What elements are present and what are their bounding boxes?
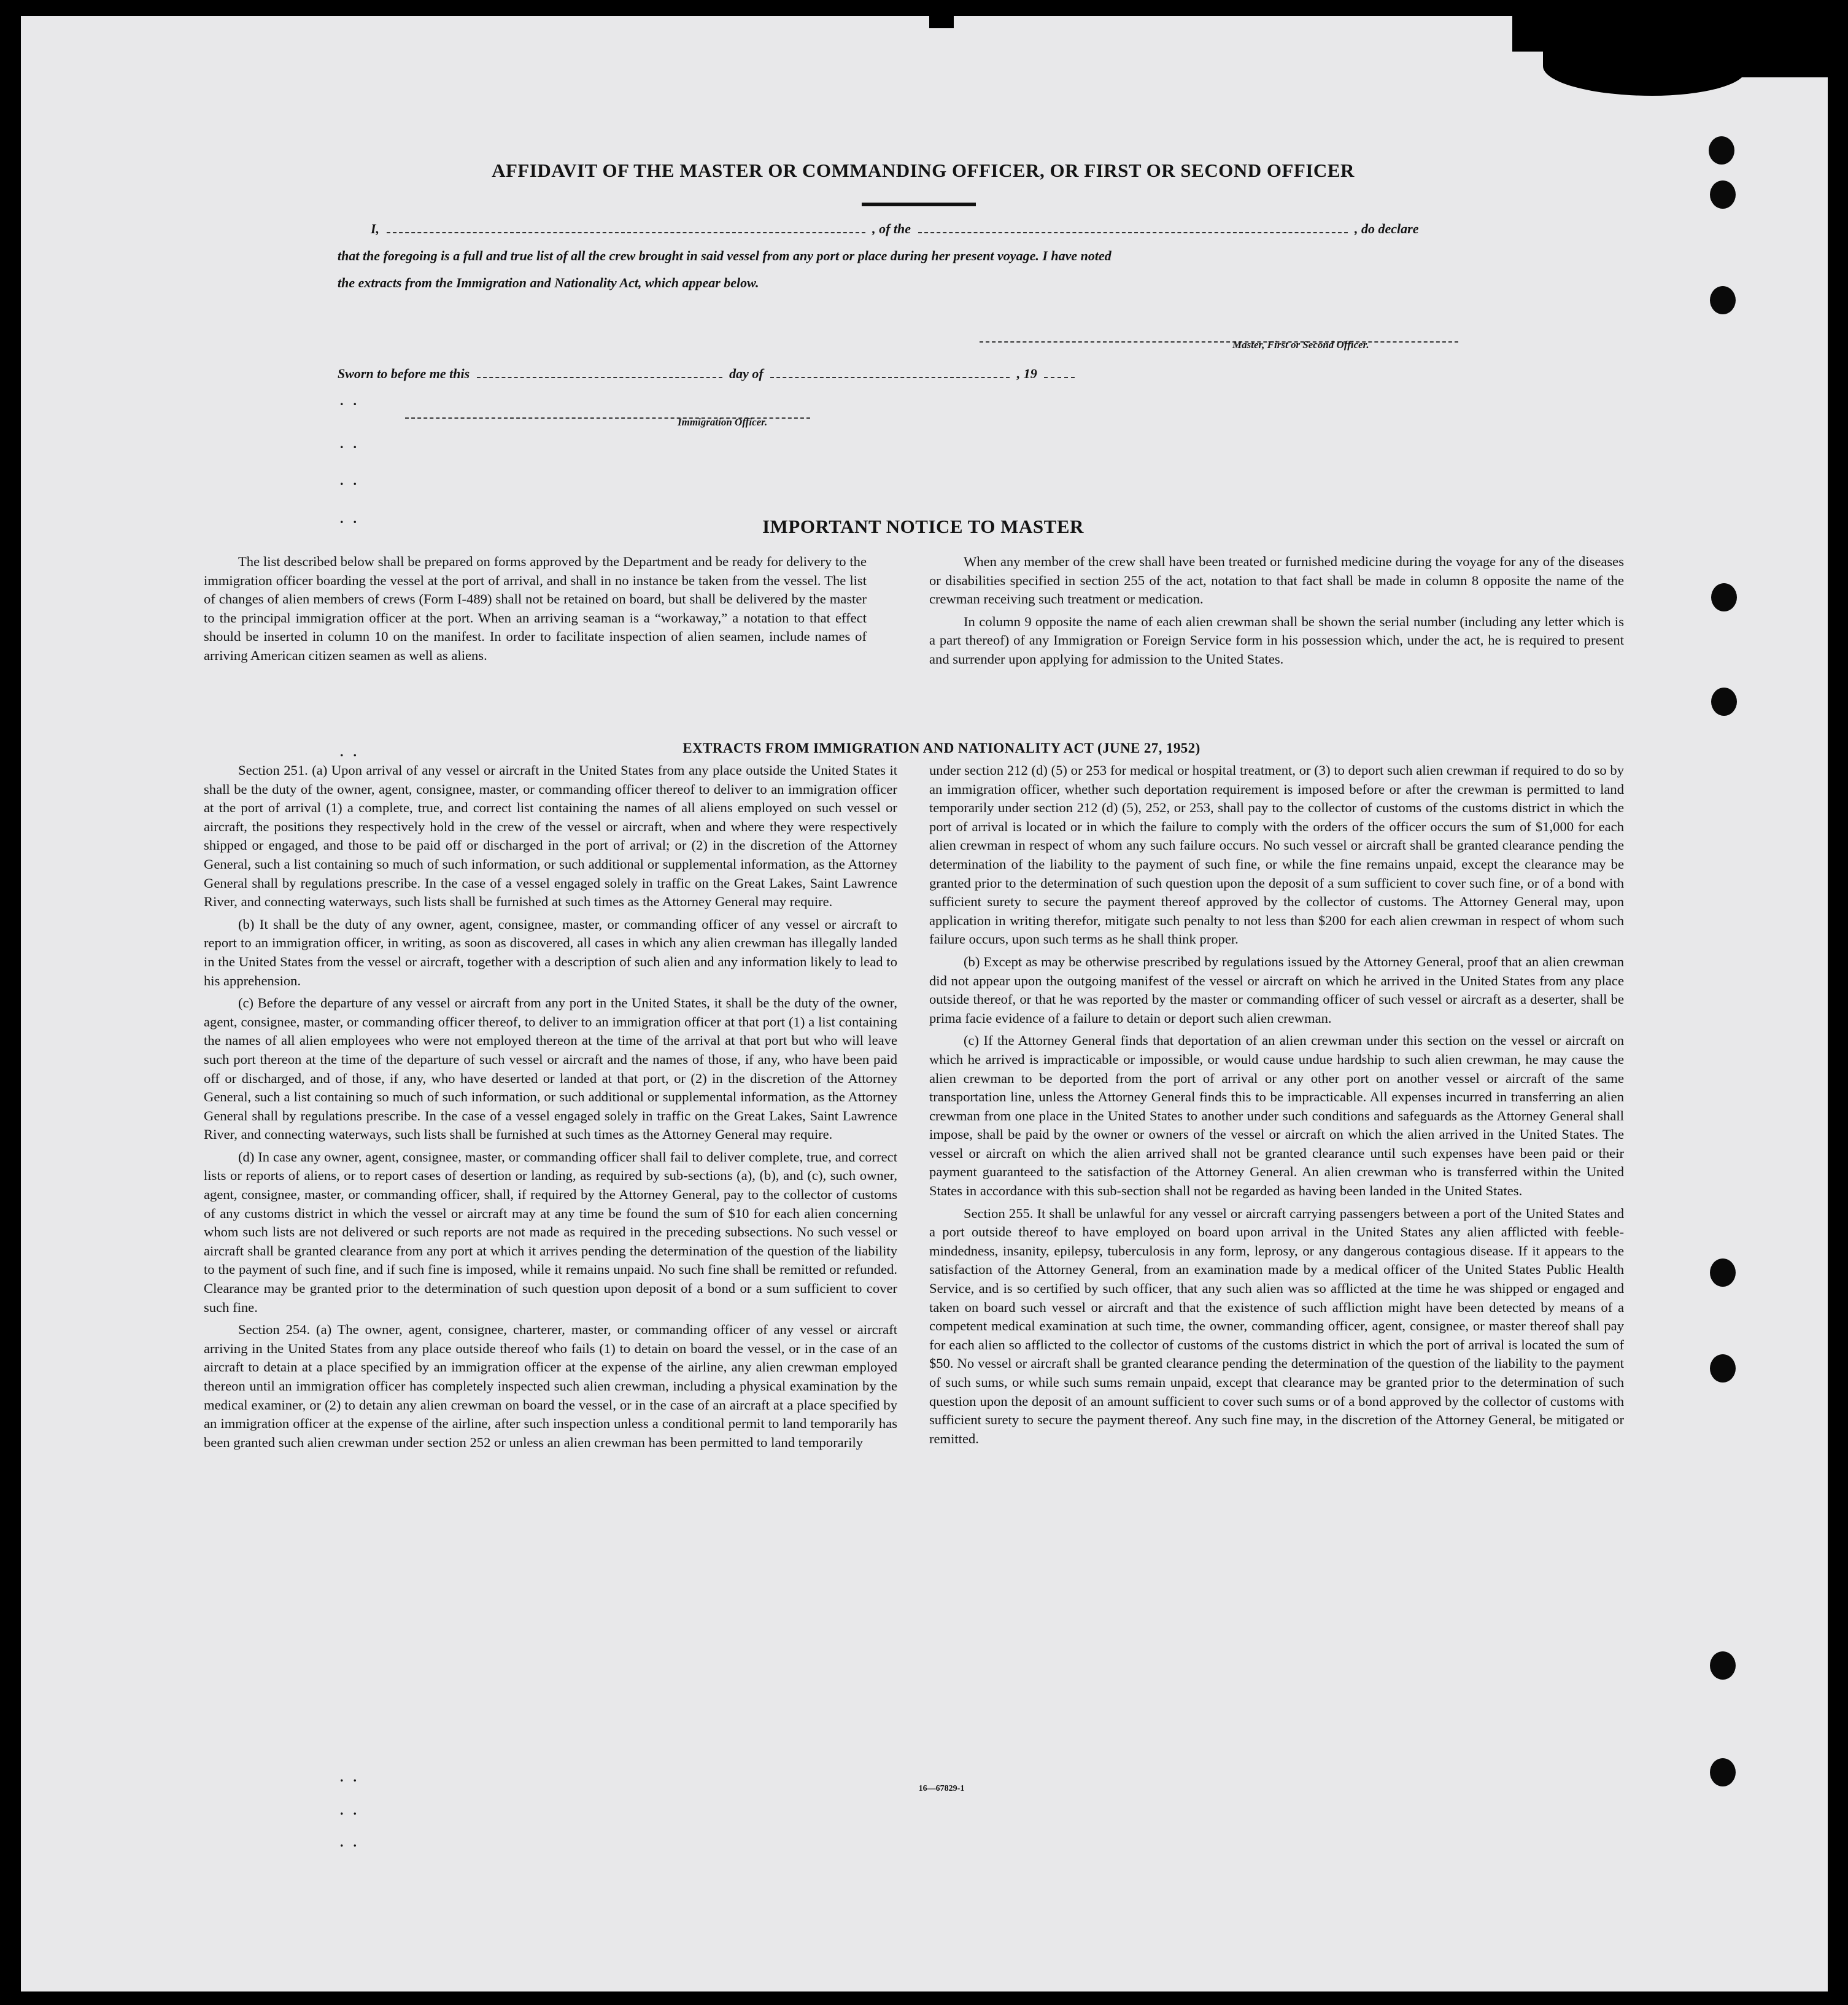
- extracts-title: EXTRACTS FROM IMMIGRATION AND NATIONALITY ACT (JUNE 27, 1952): [682, 740, 1200, 756]
- i-label: I,: [371, 221, 380, 236]
- torn-corner: [1739, 34, 1828, 77]
- punch-hole: [1710, 1354, 1736, 1383]
- punch-hole: [1711, 583, 1737, 611]
- notice-right-paragraph-2: In column 9 opposite the name of each alien crewman shall be shown the serial number (including any letter which is a part thereof) of any Immigration or Foreign Service form in his possession which, under the act, he is required to present and surrender upon applying for admission to the United States.: [929, 613, 1624, 667]
- section-251-a: Section 251. (a) Upon arrival of any vessel or aircraft in the United States from any place outside the United States it shall be the duty of the owner, agent, consignee, master, or commanding officer thereof to deliver to an immigration officer at the port of arrival (1) a complete, true, and correct list containing the names of all aliens employed on such vessel or aircraft, the positions they respectively hold in the crew of the vessel or aircraft, when and where they were respectively shipped or engaged, and those to be paid off or discharged in the port of arrival; or (2) in the discretion of the Attorney General, such a list containing so much of such information, or such additional or supplemental information, as the Attorney General shall by regulations prescribe. In the case of a vessel engaged solely in traffic on the Great Lakes, Saint Lawrence River, and connecting waterways, such lists shall be furnished at such times as the Attorney General may require.: [204, 762, 897, 910]
- punch-hole: [1710, 1651, 1736, 1680]
- affidavit-title: AFFIDAVIT OF THE MASTER OR COMMANDING OFFICER, OR FIRST OR SECOND OFFICER: [492, 160, 1355, 181]
- section-255: Section 255. It shall be unlawful for any vessel or aircraft carrying passengers between a port of the United States and a port outside thereof to have employed on board upon arrival in the United States any alien afflicted with feeble-mindedness, insanity, epilepsy, tuberculosis in any form, leprosy, or any dangerous contagious disease. If it appears to the satisfaction of the Attorney General, from an examination made by a medical officer of the United States Public Health Service, and is so certified by such officer, that any such alien was so afflicted at the time he was shipped or engaged and taken on board such vessel or aircraft and that the existence of such affliction might have been detected by means of a competent medical examination at such time, the owner, commanding officer, agent, consignee, or master thereof shall pay for each alien so afflicted to the collector of customs of the customs district in which the port of arrival is located the sum of $50. No vessel or aircraft shall be granted clearance pending the determination of the question of the liability to the payment of such sums, or while such sums remain unpaid, except that clearance may be granted prior to the determination of such question upon the deposit of an amount sufficient to cover such sums or of a bond approved by the collector of customs with sufficient surety to secure the payment thereof. Any such fine may, in the discretion of the Attorney General, be mitigated or remitted.: [929, 1205, 1624, 1446]
- title-rule: [862, 203, 976, 206]
- sworn-month-blank[interactable]: [770, 368, 1010, 378]
- sworn-day-blank[interactable]: [477, 368, 722, 378]
- section-254-b: (b) Except as may be otherwise prescribed by regulations issued by the Attorney General, proof that an alien crewman did not appear upon the outgoing manifest of the vessel or aircraft on which he arrived in the United States from any place outside thereof, or that he was reported by the master or commanding officer of such vessel or aircraft as a deserter, shall be prima facie evidence of a failure to detain or deport such alien crewman.: [929, 953, 1624, 1026]
- master-signature-line[interactable]: [980, 333, 1458, 343]
- year-label: , 19: [1016, 366, 1037, 381]
- margin-mark: ..: [340, 473, 366, 488]
- name-blank[interactable]: [387, 223, 865, 233]
- margin-mark: ..: [340, 1802, 366, 1818]
- torn-corner: [1543, 41, 1746, 96]
- section-251-d: (d) In case any owner, agent, consignee, master, or commanding officer shall fail to deliver complete, true, and correct lists or reports of aliens, or to report cases of desertion or landing, as required by sub-sections (a), (b), and (c), such owner, agent, consignee, master, or commanding officer, shall, if required by the Attorney General, pay to the collector of customs of any customs district in which the vessel or aircraft may at any time be found the sum of $10 for each alien concerning whom such lists are not delivered or such reports are not made as required in the preceding subsections. No such vessel or aircraft shall be granted clearance from any port at which it arrives pending the determination of the question of the liability to the payment of such fine, and if such fine is imposed, while it remains unpaid. No such fine shall be remitted or refunded. Clearance may be granted prior to the determination of such question upon deposit of a bond or a sum sufficient to cover such fine.: [204, 1149, 897, 1315]
- margin-mark: ..: [340, 1769, 366, 1785]
- declaration-line-1: that the foregoing is a full and true list of all the crew brought in said vessel from any port or place during her present voyage. I have noted: [338, 248, 1112, 263]
- vessel-blank[interactable]: [918, 223, 1348, 233]
- declarant-line: [371, 221, 1418, 237]
- sworn-label: Sworn to before me this: [338, 366, 470, 381]
- margin-mark: ..: [340, 744, 366, 759]
- margin-mark: ..: [340, 393, 366, 408]
- do-declare-label: , do declare: [1355, 221, 1419, 236]
- form-number: 16—67829-1: [918, 1784, 965, 1793]
- notice-right-paragraph-1: When any member of the crew shall have been treated or furnished medicine during the voyage for any of the diseases or disabilities specified in section 255 of the act, notation to that fact shall be made in column 8 opposite the name of the crewman receiving such treatment or medication.: [929, 554, 1624, 607]
- document-page: [21, 16, 1828, 1991]
- punch-hole: [1710, 286, 1736, 314]
- sworn-year-blank[interactable]: [1044, 368, 1075, 378]
- punch-hole: [1709, 136, 1734, 165]
- extracts-left-column: [204, 761, 897, 1456]
- section-254-c: (c) If the Attorney General finds that deportation of an alien crewman under this section on the vessel or aircraft on which he arrived is impracticable or impossible, or would cause undue hardship to such alien crewman, he may cause the alien crewman to be deported from the port of arrival or any other port on another vessel or aircraft of the same transportation line, unless the Attorney General finds this to be impracticable. All expenses incurred in transferring an alien crewman from one place in the United States to another under such conditions and safeguards as the Attorney General shall impose, shall be paid by the owner or owners of the vessel or aircraft on which the alien arrived in the United States. The vessel or aircraft on which the alien arrived shall not be granted clearance until such expenses have been paid or their payment guaranteed to the satisfaction of the Attorney General. An alien crewman who is transferred within the United States in accordance with this sub-section shall not be regarded as having been landed in the United States.: [929, 1033, 1624, 1199]
- margin-mark: ..: [340, 511, 366, 526]
- section-254-a: Section 254. (a) The owner, agent, consignee, charterer, master, or commanding officer of any vessel or aircraft arriving in the United States from any place outside thereof who fails (1) to detain on board the vessel, or in the case of an aircraft to detain at a place specified by an immigration officer at the expense of the airline, any alien crewman employed thereon until an immigration officer has completely inspected such alien crewman, including a physical examination by the medical examiner, or (2) to detain any alien crewman on board the vessel, or in the case of an aircraft at a place specified by an immigration officer at the expense of the airline, after such inspection unless a conditional permit to land temporarily has been granted such alien crewman under section 252 or unless an alien crewman has been permitted to land temporarily: [204, 1322, 897, 1450]
- notice-left-paragraph: The list described below shall be prepared on forms approved by the Department and be ready for delivery to the immigration officer boarding the vessel at the port of arrival, and shall in no instance be taken from the vessel. The list of changes of alien members of crews (Form I-489) shall not be retained on board, but shall be delivered by the master to the principal immigration officer at the port. When an arriving seaman is a “workaway,” a notation to that effect should be inserted in column 10 on the manifest. In order to facilitate inspection of alien seamen, include names of arriving American citizen seamen as well as aliens.: [204, 554, 867, 663]
- margin-mark: ..: [340, 1834, 366, 1850]
- immigration-officer-caption: Immigration Officer.: [678, 416, 768, 428]
- notice-right-column: [929, 553, 1624, 673]
- of-the-label: , of the: [872, 221, 911, 236]
- punch-hole: [1711, 688, 1737, 716]
- master-signature-caption: Master, First or Second Officer.: [1232, 339, 1369, 351]
- margin-mark: ..: [340, 436, 366, 451]
- section-251-b: (b) It shall be the duty of any owner, agent, consignee, master, or commanding officer of any vessel or aircraft to report to an immigration officer, in writing, as soon as discovered, all cases in which any alien crewman has illegally landed in the United States from the vessel or aircraft, together with a description of such alien and any information likely to lead to his apprehension.: [204, 916, 897, 988]
- notice-title: IMPORTANT NOTICE TO MASTER: [762, 516, 1084, 537]
- torn-corner: [929, 16, 954, 28]
- section-254-a-continued: under section 212 (d) (5) or 253 for medical or hospital treatment, or (3) to deport such alien crewman if required to do so by an immigration officer, whether such deportation requirement is imposed before or after the crewman is permitted to land temporarily under section 212 (d) (5), 252, or 253, shall pay to the collector of customs of the customs district in which the port of arrival is located or in which the failure to comply with the orders of the officer occurs the sum of $1,000 for each alien crewman in respect of whom any such failure occurs. No such vessel or aircraft shall be granted clearance pending the determination of the liability to the payment of such fine, or while the fine remains unpaid, except the clearance may be granted prior to the determination of such question upon the deposit of a sum sufficient to cover such fine, or of a bond with sufficient surety to secure the payment thereof approved by the collector of customs. The Attorney General may, upon application in writing therefor, mitigate such penalty to not less than $200 for each alien crewman in respect of whom such failure occurs, upon such terms as he shall think proper.: [929, 762, 1624, 947]
- day-of-label: day of: [729, 366, 764, 381]
- sworn-line: [338, 366, 1078, 382]
- notice-left-column: [204, 553, 867, 669]
- section-251-c: (c) Before the departure of any vessel or aircraft from any port in the United States, it shall be the duty of the owner, agent, consignee, master, or commanding officer thereof, to deliver to an immigration officer at that port (1) a list containing the names of all alien employees who were not employed thereon at the time of the arrival at that port but who will leave such port thereon at the time of the departure of such vessel or aircraft and the names of those, if any, who have been paid off or discharged, and of those, if any, who have deserted or landed at that port, or (2) in the discretion of the Attorney General, such a list containing so much of such information, or such additional or supplemental information, as the Attorney General shall by regulations prescribe. In the case of a vessel engaged solely in traffic on the Great Lakes, Saint Lawrence River, and connecting waterways, such lists shall be furnished at such times as the Attorney General may require.: [204, 995, 897, 1142]
- punch-hole: [1710, 1758, 1736, 1786]
- extracts-right-column: [929, 761, 1624, 1452]
- punch-hole: [1710, 1258, 1736, 1287]
- declaration-line-2: the extracts from the Immigration and Nationality Act, which appear below.: [338, 275, 759, 290]
- punch-hole: [1710, 180, 1736, 209]
